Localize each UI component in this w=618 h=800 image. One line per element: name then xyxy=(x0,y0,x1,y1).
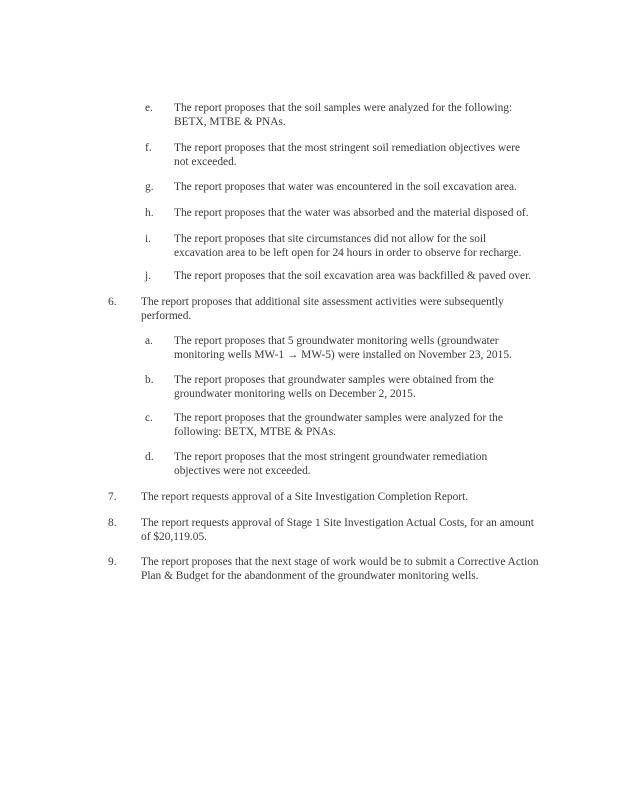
item-marker: g. xyxy=(145,181,154,193)
item-marker: b. xyxy=(145,374,154,386)
item-marker: j. xyxy=(145,270,152,282)
item-marker: f. xyxy=(145,142,152,154)
list-item-e xyxy=(145,101,536,129)
item-text: The report proposes that the groundwater samples were analyzed for the following: BETX, MTBE & PNAs. xyxy=(174,412,503,438)
list-item-6 xyxy=(108,295,546,323)
item-marker: c. xyxy=(145,412,153,424)
list-item-a xyxy=(145,334,536,362)
item-text: The report proposes that the water was absorbed and the material disposed of. xyxy=(174,207,529,219)
item-text: The report proposes that the next stage of work would be to submit a Corrective Action Plan & Budget for the abandonment of the groundwater monitoring wells. xyxy=(141,556,539,582)
list-item-f xyxy=(145,141,536,169)
list-item-h xyxy=(145,206,536,220)
item-text: The report proposes that the soil excavation area was backfilled & paved over. xyxy=(174,270,532,282)
item-text: The report proposes that 5 groundwater monitoring wells (groundwater monitoring wells MW-1 → MW-5) were installed on November 23, 2015. xyxy=(174,335,512,361)
item-marker: 6. xyxy=(108,296,117,308)
list-item-9 xyxy=(108,555,546,583)
item-marker: h. xyxy=(145,207,154,219)
list-item-c xyxy=(145,411,536,439)
list-item-g xyxy=(145,180,536,194)
item-marker: e. xyxy=(145,102,153,114)
item-text: The report proposes that groundwater samples were obtained from the groundwater monitoring wells on December 2, 2015. xyxy=(174,374,494,400)
item-text: The report proposes that the soil samples were analyzed for the following: BETX, MTBE & PNAs. xyxy=(174,102,513,128)
item-marker: i. xyxy=(145,233,152,245)
list-item-8 xyxy=(108,516,546,544)
item-text: The report proposes that water was encountered in the soil excavation area. xyxy=(174,181,517,193)
item-text: The report requests approval of a Site Investigation Completion Report. xyxy=(141,491,469,503)
item-marker: 9. xyxy=(108,556,117,568)
item-text: The report proposes that site circumstances did not allow for the soil excavation area to be left open for 24 hours in order to observe for recharge. xyxy=(174,233,522,259)
item-text: The report proposes that additional site assessment activities were subsequently performed. xyxy=(141,296,504,322)
item-marker: 7. xyxy=(108,491,117,503)
item-marker: a. xyxy=(145,335,153,347)
item-marker: 8. xyxy=(108,517,117,529)
list-item-7 xyxy=(108,490,546,504)
item-marker: d. xyxy=(145,451,154,463)
list-item-j xyxy=(145,269,536,283)
list-item-b xyxy=(145,373,536,401)
item-text: The report proposes that the most stringent groundwater remediation objectives were not exceeded. xyxy=(174,451,488,477)
item-text: The report requests approval of Stage 1 Site Investigation Actual Costs, for an amount of $20,119.05. xyxy=(141,517,534,543)
item-text: The report proposes that the most stringent soil remediation objectives were not exceeded. xyxy=(174,142,521,168)
list-item-i xyxy=(145,232,536,260)
list-item-d xyxy=(145,450,536,478)
